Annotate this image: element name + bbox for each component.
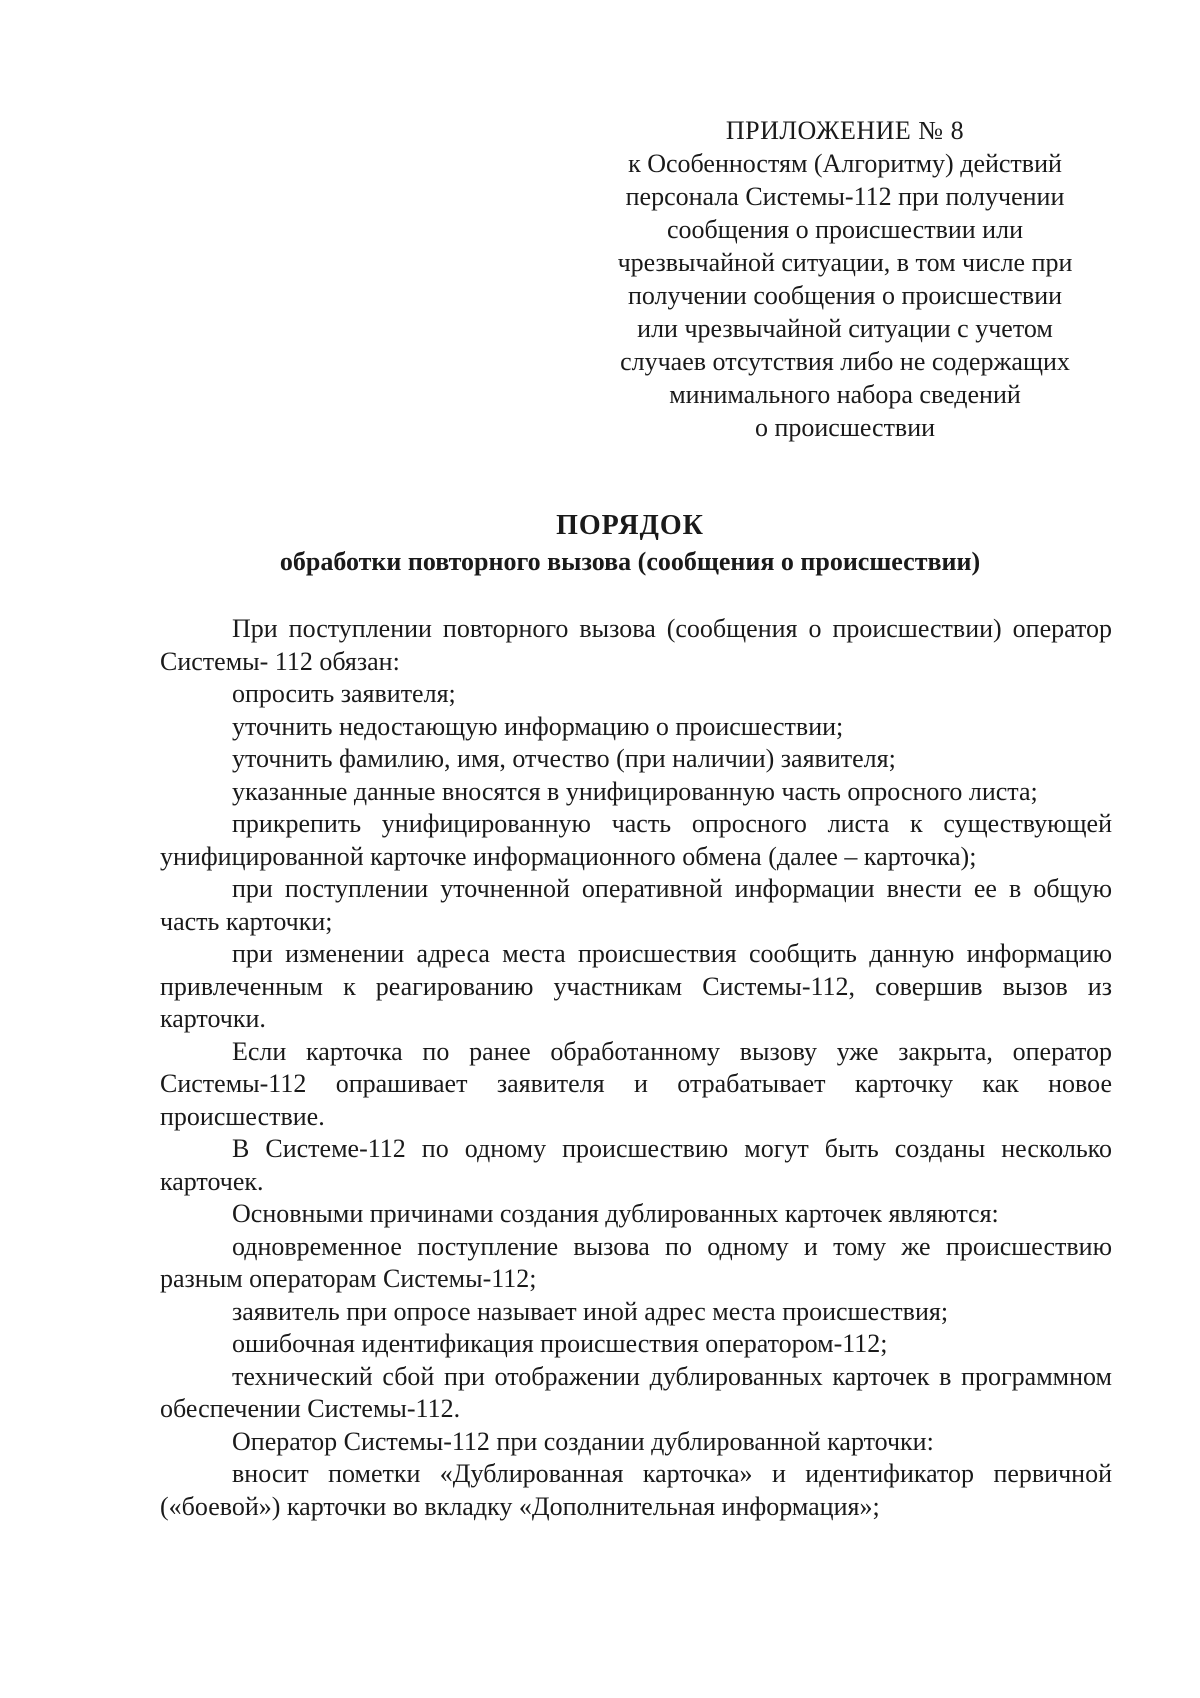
paragraph: вносит пометки «Дублированная карточка» и идентификатор первичной («боевой») карточки во вкладку «Дополнительная информация»; <box>160 1459 1112 1521</box>
appendix-line: персонала Системы-112 при получении <box>625 182 1065 211</box>
paragraph: ошибочная идентификация происшествия оператором-112; <box>232 1329 888 1358</box>
paragraph: заявитель при опросе называет иной адрес места происшествия; <box>232 1296 949 1326</box>
document-heading <box>150 508 1110 580</box>
paragraph: Оператор Системы-112 при создании дублированной карточки: <box>232 1426 934 1456</box>
appendix-line: о происшествии <box>754 413 936 442</box>
appendix-line: к Особенностям (Алгоритму) действий <box>628 149 1062 178</box>
heading-title: ПОРЯДОК <box>556 510 704 541</box>
paragraph: уточнить фамилию, имя, отчество (при наличии) заявителя; <box>232 744 896 773</box>
appendix-header <box>590 114 1100 444</box>
appendix-line: получении сообщения о происшествии <box>627 281 1063 310</box>
paragraph: опросить заявителя; <box>232 679 456 708</box>
paragraph: В Системе-112 по одному происшествию могут быть созданы несколько карточек. <box>160 1134 1112 1196</box>
appendix-line: случаев отсутствия либо не содержащих <box>620 347 1070 376</box>
heading-subtitle: обработки повторного вызова (сообщения о происшествии) <box>279 547 981 576</box>
paragraph: Если карточка по ранее обработанному вызову уже закрыта, оператор Системы-112 опрашивает заявителя и отрабатывает карточку как новое происшествие. <box>160 1036 1112 1131</box>
paragraph: Основными причинами создания дублированных карточек являются: <box>232 1199 999 1228</box>
paragraph: прикрепить унифицированную часть опросного листа к существующей унифицированной карточке информационного обмена (далее – карточка); <box>160 809 1112 871</box>
paragraph: указанные данные вносятся в унифицированную часть опросного листа; <box>232 776 1038 806</box>
appendix-line: или чрезвычайной ситуации с учетом <box>637 314 1053 343</box>
appendix-title: ПРИЛОЖЕНИЕ № 8 <box>725 116 965 145</box>
paragraph: технический сбой при отображении дублированных карточек в программном обеспечении Системы-112. <box>160 1361 1112 1423</box>
paragraph: при поступлении уточненной оперативной информации внести ее в общую часть карточки; <box>160 874 1112 936</box>
appendix-line: сообщения о происшествии или <box>666 215 1023 244</box>
appendix-line: чрезвычайной ситуации, в том числе при <box>617 248 1073 277</box>
document-body <box>160 613 1112 1523</box>
paragraph: при изменении адреса места происшествия сообщить данную информацию привлеченным к реагированию участникам Системы-112, совершив вызов из карточки. <box>160 939 1112 1033</box>
paragraph: одновременное поступление вызова по одному и тому же происшествию разным операторам Системы-112; <box>160 1231 1112 1293</box>
paragraph: уточнить недостающую информацию о происшествии; <box>232 711 844 741</box>
appendix-line: минимального набора сведений <box>669 380 1021 409</box>
paragraph: При поступлении повторного вызова (сообщения о происшествии) оператор Системы- 112 обязан: <box>160 614 1112 676</box>
